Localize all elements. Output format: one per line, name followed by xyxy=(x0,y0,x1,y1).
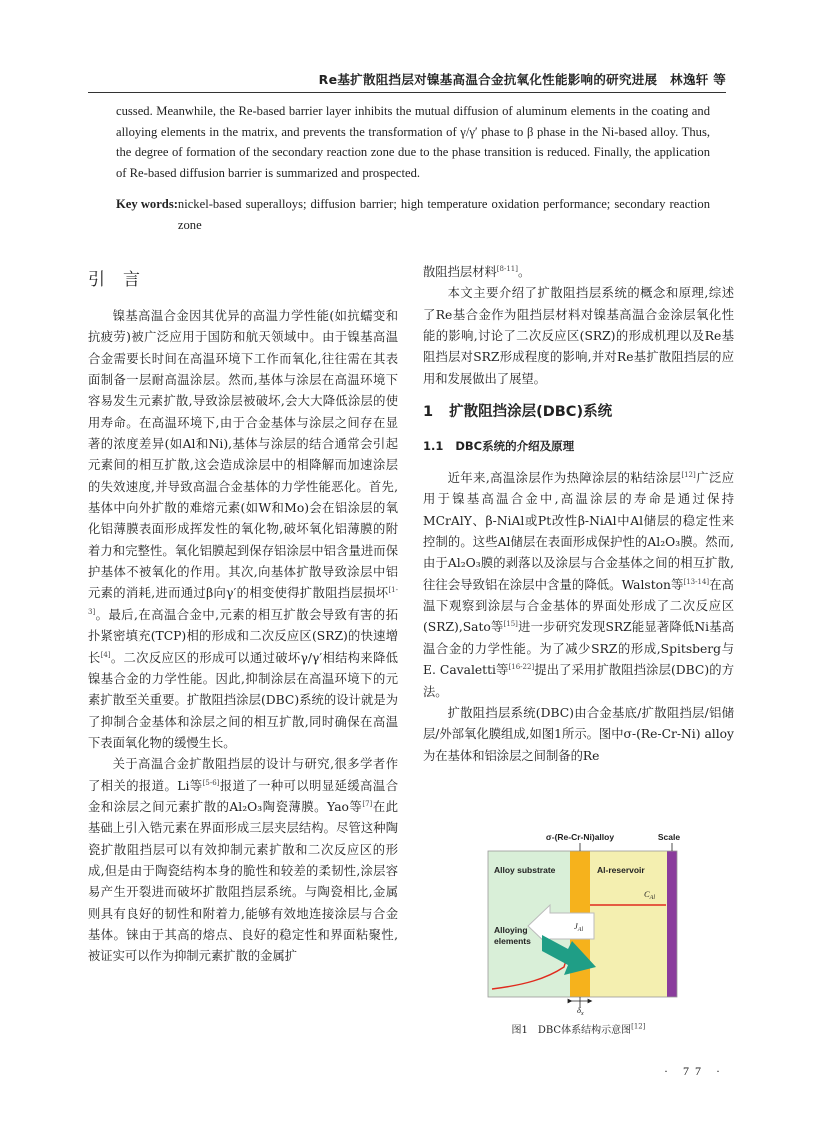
j-al-label: $J_{Al}$ xyxy=(574,921,584,933)
citation: [7] xyxy=(362,799,373,808)
al-reservoir-label: Al-reservoir xyxy=(597,865,645,875)
alloy-substrate-label: Alloy substrate xyxy=(494,865,556,875)
intro-heading: 引言 xyxy=(88,270,158,290)
citation: [4] xyxy=(100,650,111,659)
citation: [1-3] xyxy=(88,586,398,616)
delta-x-label: $\delta_x$ xyxy=(577,1005,584,1015)
header-rule xyxy=(88,92,726,93)
dbc-structure-figure xyxy=(484,829,700,1015)
oxide-scale-region xyxy=(667,851,677,997)
alloying-elements-label: Alloying elements xyxy=(494,925,531,946)
abstract-continuation: cussed. Meanwhile, the Re-based barrier layer inhibits the mutual diffusion of aluminum elements in the coating and alloying elements in the matrix, and prevents the transformation of γ/γ′ phase to β phase in the Ni-based alloy. Thus, the degree of formation of the secondary reaction zone due to the phase transition is reduced. Finally, the application of Re-based diffusion barrier is summarized and prospected. xyxy=(116,104,710,180)
citation: [8-11] xyxy=(496,264,518,273)
c-al-label: $C_{Al}$ xyxy=(644,889,656,901)
citation: [12] xyxy=(681,470,696,479)
barrier-layer-label: σ-(Re-Cr-Ni)alloy xyxy=(545,832,615,842)
page-number: · 77 · xyxy=(664,1064,726,1078)
citation: [12] xyxy=(631,1022,646,1031)
intro-paragraph-2-continued: 散阻挡层材料[8-11]。 xyxy=(423,264,531,279)
citation: [15] xyxy=(503,620,518,629)
intro-paragraph-2: 关于高温合金扩散阻挡层的设计与研究,很多学者作了相关的报道。Li等[5-6]报道了一种可以明显延缓高温合金和涂层之间元素扩散的Al₂O₃陶瓷薄膜。Yao等[7]在此基础上引入锆元素在界面形成三层夹层结构。尽管这种陶瓷扩散阻挡层可以有效抑制元素扩散和二次反应区的形成,但是由于陶瓷结构本身的脆性和较差的柔韧性,涂层容易产生开裂进而破坏扩散阻挡层系统。与陶瓷相比,金属则具有良好的韧性和附着力,能够有效地连接涂层与合金基体。铼由于其高的熔点、良好的稳定性和界面粘聚性,被证实可以作为抑制元素扩散的金属扩 xyxy=(88,757,398,964)
citation: [13-14] xyxy=(683,577,710,586)
running-title: Re基扩散阻挡层对镍基高温合金抗氧化性能影响的研究进展 林逸轩 等 xyxy=(318,72,726,87)
section-1-paragraph-1: 近年来,高温涂层作为热障涂层的粘结涂层[12]广泛应用于镍基高温合金中,高温涂层的寿命是通过保持MCrAlY、β-NiAl或Pt改性β-NiAl中Al储层的稳定性来控制的。这些Al储层在表面形成保护性的Al₂O₃膜。然而,由于Al₂O₃膜的剥落以及涂层与合金基体之间的相互扩散,往往会导致铝在涂层中含量的降低。Walston等[13-14]在高温下观察到涂层与合金基体的界面处形成了二次反应区(SRZ),Sato等[15]进一步研究发现SRZ能显著降低Ni基高温合金的力学性能。为了减少SRZ的形成,Spitsberg与E. Cavaletti等[16-22]提出了采用扩散阻挡涂层(DBC)的方法。 xyxy=(423,470,734,699)
figure-caption: 图1 DBC体系结构示意图[12] xyxy=(511,1022,646,1036)
section-1-paragraph-2: 扩散阻挡层系统(DBC)由合金基底/扩散阻挡层/铝储层/外部氧化膜组成,如图1所示。图中σ-(Re-Cr-Ni) alloy为在基体和铝涂层之间制备的Re xyxy=(423,705,734,763)
intro-paragraph-3: 本文主要介绍了扩散阻挡层系统的概念和原理,综述了Re基合金作为阻挡层材料对镍基高温合金涂层氧化性能的影响,讨论了二次反应区(SRZ)的形成机理以及Re基阻挡层对SRZ形成程度的影响,并对Re基扩散阻挡层的应用和发展做出了展望。 xyxy=(423,286,734,386)
citation: [5-6] xyxy=(202,778,220,787)
keywords-text: nickel-based superalloys; diffusion barrier; high temperature oxidation performance; secondary reaction zone xyxy=(177,197,710,232)
left-column xyxy=(88,262,398,968)
right-column xyxy=(423,262,734,767)
section-1-1-heading: 1.1 DBC系统的介绍及原理 xyxy=(423,439,575,454)
keywords xyxy=(116,194,710,236)
section-1-heading: 1 扩散阻挡涂层(DBC)系统 xyxy=(423,404,613,421)
scale-label: Scale xyxy=(657,832,681,842)
keywords-label: Key words: xyxy=(116,197,178,211)
intro-paragraph-1: 镍基高温合金因其优异的高温力学性能(如抗蠕变和抗疲劳)被广泛应用于国防和航天领域中。由于镍基高温合金需要长时间在高温环境下工作而氧化,往往需在其表面制备一层耐高温涂层。然而,基体与涂层在高温环境下容易发生元素扩散,导致涂层被破坏,会大大降低涂层的使用寿命。在高温环境下,由于合金基体与涂层之间存在显著的浓度差异(如Al和Ni),基体与涂层的结合通常会引起元素间的相互扩散,这会造成涂层中的相降解而加速涂层的失效速度,并导致高温合金基体的力学性能恶化。首先,基体中向外扩散的难熔元素(如W和Mo)会在铝涂层的氧化铝薄膜表面形成挥发性的氧化物,破坏氧化铝薄膜的附着力和完整性。氧化铝膜起到保存铝涂层中铝含量进而保护基体不被氧化的作用。其次,向基体扩散导致涂层中铝元素的消耗,进而通过β向γ′的相变使得扩散阻挡层损坏[1-3]。最后,在高温合金中,元素的相互扩散会导致有害的拓扑紧密填充(TCP)相的形成和二次反应区(SRZ)的快速增长[4]。二次反应区的形成可以通过破坏γ/γ′相结构来降低镍基合金的力学性能。因此,抑制涂层在高温环境下的元素扩散至关重要。扩散阻挡涂层(DBC)系统的设计就是为了抑制合金基体和涂层之间的相互扩散,同时确保在高温下表面氧化物的缓慢生长。 xyxy=(88,309,398,750)
citation: [16-22] xyxy=(508,663,535,672)
